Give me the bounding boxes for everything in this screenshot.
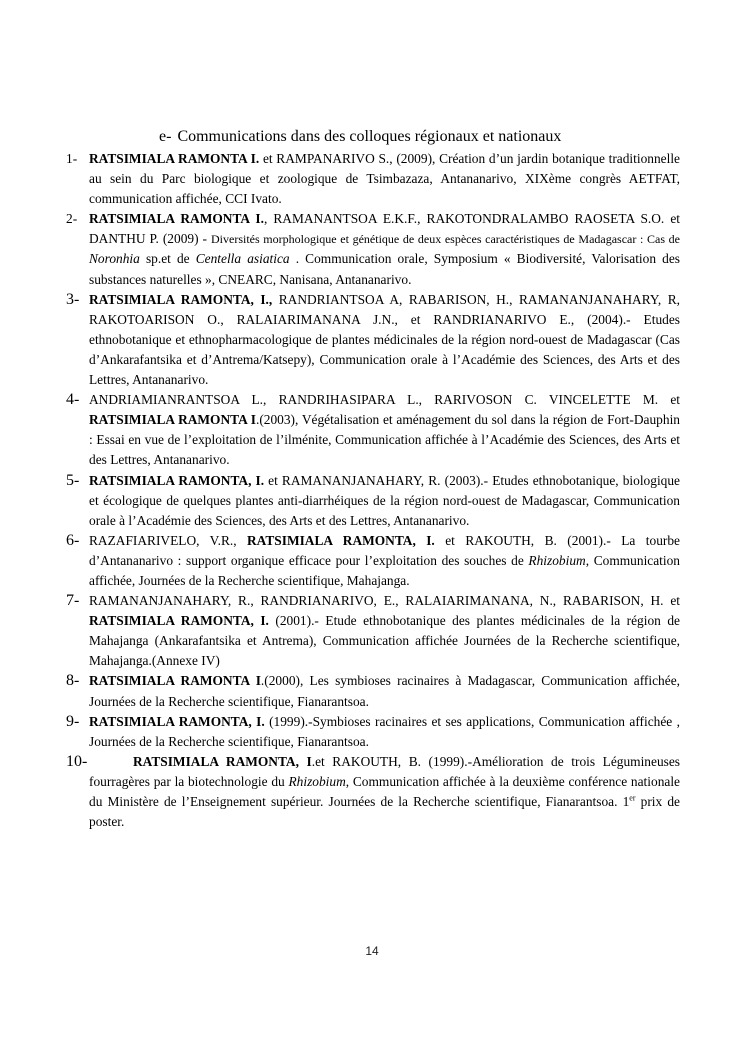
list-item-number: 5- — [66, 471, 80, 489]
list-item — [66, 149, 680, 209]
communications-list — [66, 149, 680, 832]
list-item-number: 6- — [66, 531, 80, 549]
list-item-text: ANDRIAMIANRANTSOA L., RANDRIHASIPARA L., RARIVOSON C. VINCELETTE M. et RATSIMIALA RAMONTA I.(2003), Végétalisation et aménagement du sol dans la région de Fort-Dauphin : Essai en vue de l’exploitation de l’ilménite, Communication affichée à l’Académie des Sciences, des Arts et des Lettres, Antananarivo. — [89, 392, 680, 468]
list-item — [66, 531, 680, 591]
section-title: Communications dans des colloques régionaux et nationaux — [177, 128, 562, 145]
list-item-number: 8- — [66, 672, 80, 690]
section-heading — [159, 127, 561, 147]
list-item — [66, 471, 680, 531]
list-item-text: RATSIMIALA RAMONTA, I., RANDRIANTSOA A, RABARISON, H., RAMANANJANAHARY, R, RAKOTOARISON O., RALAIARIMANANA J.N., et RANDRIANARIVO E., (2004).- Etudes ethnobotanique et ethnopharmacologique de plantes médicinales de la région nord-ouest de Madagascar (Cas d’Ankarafantsika et d’Antrema/Katsepy), Communication orale à l’Académie des Sciences, des Arts et des Lettres, Antananarivo. — [89, 291, 680, 388]
list-item-text: RATSIMIALA RAMONTA I. et RAMPANARIVO S., (2009), Création d’un jardin botanique traditionnelle au sein du Parc biologique et zoologique de Tsimbazaza, Antananarivo, XIXème congrès AETFAT, communication affichée, CCI Ivato. — [89, 151, 680, 207]
list-item — [66, 752, 680, 832]
list-item-text: RAZAFIARIVELO, V.R., RATSIMIALA RAMONTA, I. et RAKOUTH, B. (2001).- La tourbe d’Antananarivo : support organique efficace pour l’exploitation des souches de Rhizobium, Communication affichée, Journées de la Recherche scientifique, Mahajanga. — [89, 532, 681, 588]
list-item-number: 3- — [66, 290, 80, 308]
list-item-text: RATSIMIALA RAMONTA, I. et RAMANANJANAHARY, R. (2003).- Etudes ethnobotanique, biologique et écologique de quelques plantes anti-diarrhéiques de la région nord-ouest de Madagascar, Communication orale à l’Académie des Sciences, des Arts et des Lettres, Antananarivo. — [89, 472, 680, 528]
list-item — [66, 591, 680, 671]
list-item — [66, 671, 680, 711]
list-item-text: RATSIMIALA RAMONTA, I. (1999).-Symbioses racinaires et ses applications, Communication affichée , Journées de la Recherche scientifique, Fianarantsoa. — [89, 713, 680, 749]
list-item-number: 2- — [66, 211, 78, 227]
list-item — [66, 712, 680, 752]
list-item-number: 7- — [66, 592, 80, 610]
list-item-text: RATSIMIALA RAMONTA I., RAMANANTSOA E.K.F., RAKOTONDRALAMBO RAOSETA S.O. et DANTHU P. (2009) - Diversités morphologique et génétique de deux espèces caractéristiques de Madagascar : Cas de Noronhia sp.et de Centella asiatica . Communication orale, Symposium « Biodiversité, Valorisation des substances naturelles », CNEARC, Nanisana, Antananarivo. — [89, 211, 680, 287]
list-item-number: 10- — [66, 752, 88, 770]
list-item-number: 4- — [66, 391, 80, 409]
list-item-text: RATSIMIALA RAMONTA, I.et RAKOUTH, B. (1999).-Amélioration de trois Légumineuses fourragères par la biotechnologie du Rhizobium, Communication affichée à la deuxième conférence nationale du Ministère de l’Enseignement supérieur. Journées de la Recherche scientifique, Fianarantsoa. 1er prix de poster. — [89, 753, 681, 830]
list-item — [66, 209, 680, 289]
list-item-text: RATSIMIALA RAMONTA I.(2000), Les symbioses racinaires à Madagascar, Communication affichée, Journées de la Recherche scientifique, Fianarantsoa. — [89, 673, 680, 709]
page-number: 14 — [365, 944, 379, 958]
section-label: e- — [159, 128, 172, 145]
list-item-number: 9- — [66, 712, 80, 730]
list-item-text: RAMANANJANAHARY, R., RANDRIANARIVO, E., RALAIARIMANANA, N., RABARISON, H. et RATSIMIALA RAMONTA, I. (2001).- Etude ethnobotanique des plantes médicinales de la région de Mahajanga (Ankarafantsika et Antrema), Communication affichée Journées de la Recherche scientifique, Mahajanga.(Annexe IV) — [89, 593, 681, 669]
list-item — [66, 390, 680, 470]
list-item-number: 1- — [66, 151, 78, 166]
list-item — [66, 290, 680, 390]
